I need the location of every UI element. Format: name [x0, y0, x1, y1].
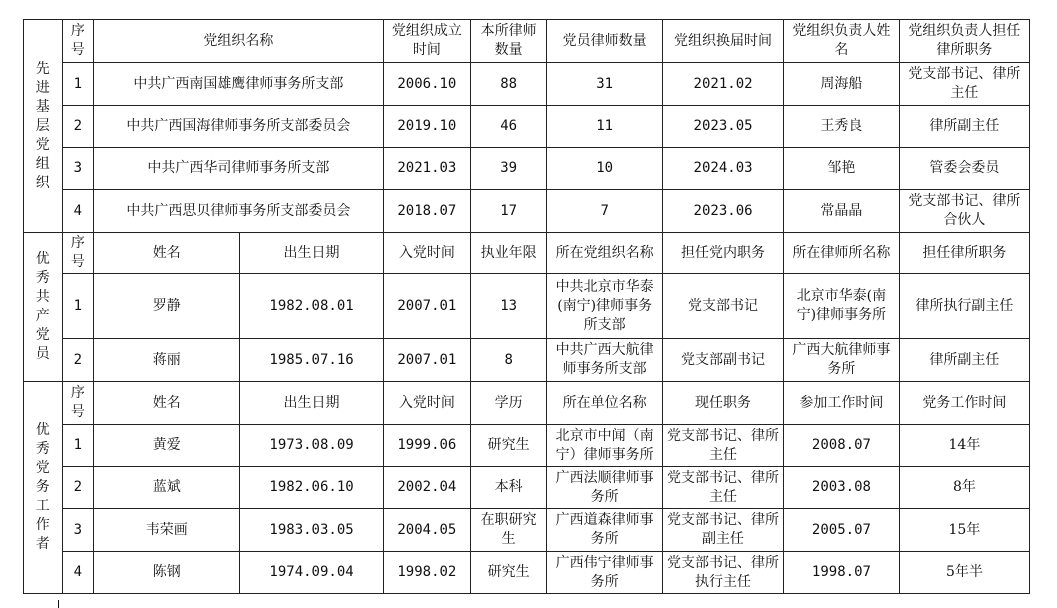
cell: 在职研究生	[471, 509, 547, 552]
cell: 39	[471, 148, 547, 190]
cell: 17	[471, 190, 547, 233]
col-header: 党组织负责人担任律所职务	[899, 20, 1029, 63]
cell: 46	[471, 106, 547, 148]
cell: 2021.03	[383, 148, 470, 190]
cell: 本科	[471, 467, 547, 509]
cell: 1999.06	[383, 425, 470, 467]
cell: 2007.01	[383, 339, 470, 382]
cell: 1	[62, 425, 94, 467]
cell: 8年	[899, 467, 1029, 509]
col-header: 出生日期	[240, 233, 383, 274]
text-cursor	[58, 600, 59, 608]
table-row	[24, 190, 1030, 233]
section2-title: 优秀共产党员	[24, 233, 63, 382]
cell: 韦荣画	[94, 509, 240, 552]
cell: 1982.06.10	[240, 467, 383, 509]
cell: 律所执行副主任	[899, 274, 1029, 339]
col-header: 担任党内职务	[663, 233, 784, 274]
cell: 广西道森律师事务所	[547, 509, 663, 552]
table-row	[24, 106, 1030, 148]
cell: 研究生	[471, 425, 547, 467]
cell: 党支部书记	[663, 274, 784, 339]
cell: 1974.09.04	[240, 552, 383, 594]
cell: 2003.08	[784, 467, 900, 509]
cell: 常晶晶	[784, 190, 900, 233]
cell: 1982.08.01	[240, 274, 383, 339]
cell: 党支部副书记	[663, 339, 784, 382]
cell: 律所副主任	[899, 339, 1029, 382]
cell: 律所副主任	[899, 106, 1029, 148]
cell: 陈钢	[94, 552, 240, 594]
cell: 2	[62, 467, 94, 509]
col-header: 党员律师数量	[547, 20, 663, 63]
cell: 2002.04	[383, 467, 470, 509]
table-row	[24, 148, 1030, 190]
col-header: 序号	[62, 382, 94, 425]
cell: 党支部书记、律所主任	[663, 467, 784, 509]
table-row	[24, 274, 1030, 339]
cell: 2018.07	[383, 190, 470, 233]
cell: 周海船	[784, 63, 900, 106]
col-header: 所在党组织名称	[547, 233, 663, 274]
col-header: 学历	[471, 382, 547, 425]
cell: 中共北京市华泰(南宁)律师事务所支部	[547, 274, 663, 339]
cell: 4	[62, 552, 94, 594]
cell: 88	[471, 63, 547, 106]
col-header: 担任律所职务	[899, 233, 1029, 274]
cell: 1983.03.05	[240, 509, 383, 552]
section2-header-row	[24, 233, 1030, 274]
cell: 2	[62, 339, 94, 382]
table-row	[24, 552, 1030, 594]
section1-header-row	[24, 20, 1030, 63]
cell: 罗静	[94, 274, 240, 339]
col-header: 序号	[62, 233, 94, 274]
table-row	[24, 509, 1030, 552]
cell: 中共广西国海律师事务所支部委员会	[94, 106, 384, 148]
cell: 2005.07	[784, 509, 900, 552]
col-header: 出生日期	[240, 382, 383, 425]
cell: 中共广西南国雄鹰律师事务所支部	[94, 63, 384, 106]
cell: 党支部书记、律所执行主任	[663, 552, 784, 594]
cell: 中共广西思贝律师事务所支部委员会	[94, 190, 384, 233]
cell: 中共广西大航律师事务所支部	[547, 339, 663, 382]
col-header: 执业年限	[471, 233, 547, 274]
cell: 11	[547, 106, 663, 148]
col-header: 所在单位名称	[547, 382, 663, 425]
col-header: 现任职务	[663, 382, 784, 425]
cell: 研究生	[471, 552, 547, 594]
cell: 党支部书记、律所副主任	[663, 509, 784, 552]
cell: 2024.03	[663, 148, 784, 190]
cell: 党支部书记、律所合伙人	[899, 190, 1029, 233]
cell: 2019.10	[383, 106, 470, 148]
cell: 13	[471, 274, 547, 339]
cell: 2006.10	[383, 63, 470, 106]
col-header: 党组织负责人姓名	[784, 20, 900, 63]
table-row	[24, 63, 1030, 106]
cell: 2007.01	[383, 274, 470, 339]
col-header: 姓名	[94, 382, 240, 425]
cell: 2008.07	[784, 425, 900, 467]
cell: 王秀良	[784, 106, 900, 148]
table-row	[24, 425, 1030, 467]
cell: 蓝斌	[94, 467, 240, 509]
cell: 1	[62, 274, 94, 339]
section3-title: 优秀党务工作者	[24, 382, 63, 594]
cell: 3	[62, 148, 94, 190]
section3-header-row	[24, 382, 1030, 425]
col-header: 入党时间	[383, 233, 470, 274]
honor-list-table	[23, 19, 1030, 594]
cell: 2023.06	[663, 190, 784, 233]
cell: 1985.07.16	[240, 339, 383, 382]
cell: 3	[62, 509, 94, 552]
cell: 广西法顺律师事务所	[547, 467, 663, 509]
section1-title: 先进基层党组织	[24, 20, 63, 233]
col-header: 入党时间	[383, 382, 470, 425]
col-header: 党组织成立时间	[383, 20, 470, 63]
col-header: 党务工作时间	[899, 382, 1029, 425]
col-header: 本所律师数量	[471, 20, 547, 63]
cell: 广西伟宁律师事务所	[547, 552, 663, 594]
col-header: 序号	[62, 20, 94, 63]
col-header: 党组织换届时间	[663, 20, 784, 63]
cell: 蒋丽	[94, 339, 240, 382]
cell: 1998.07	[784, 552, 900, 594]
table-row	[24, 339, 1030, 382]
cell: 黄爱	[94, 425, 240, 467]
cell: 7	[547, 190, 663, 233]
col-header: 参加工作时间	[784, 382, 900, 425]
cell: 党支部书记、律所主任	[663, 425, 784, 467]
col-header: 姓名	[94, 233, 240, 274]
cell: 14年	[899, 425, 1029, 467]
cell: 2023.05	[663, 106, 784, 148]
col-header: 所在律师所名称	[784, 233, 900, 274]
cell: 北京市中闻（南宁）律师事务所	[547, 425, 663, 467]
cell: 2021.02	[663, 63, 784, 106]
cell: 广西大航律师事务所	[784, 339, 900, 382]
col-header: 党组织名称	[94, 20, 384, 63]
table-row	[24, 467, 1030, 509]
cell: 1973.08.09	[240, 425, 383, 467]
cell: 8	[471, 339, 547, 382]
cell: 管委会委员	[899, 148, 1029, 190]
cell: 北京市华泰(南宁)律师事务所	[784, 274, 900, 339]
cell: 邹艳	[784, 148, 900, 190]
cell: 10	[547, 148, 663, 190]
cell: 2	[62, 106, 94, 148]
cell: 中共广西华司律师事务所支部	[94, 148, 384, 190]
cell: 1	[62, 63, 94, 106]
cell: 4	[62, 190, 94, 233]
cell: 1998.02	[383, 552, 470, 594]
cell: 2004.05	[383, 509, 470, 552]
cell: 15年	[899, 509, 1029, 552]
cell: 31	[547, 63, 663, 106]
cell: 党支部书记、律所主任	[899, 63, 1029, 106]
cell: 5年半	[899, 552, 1029, 594]
